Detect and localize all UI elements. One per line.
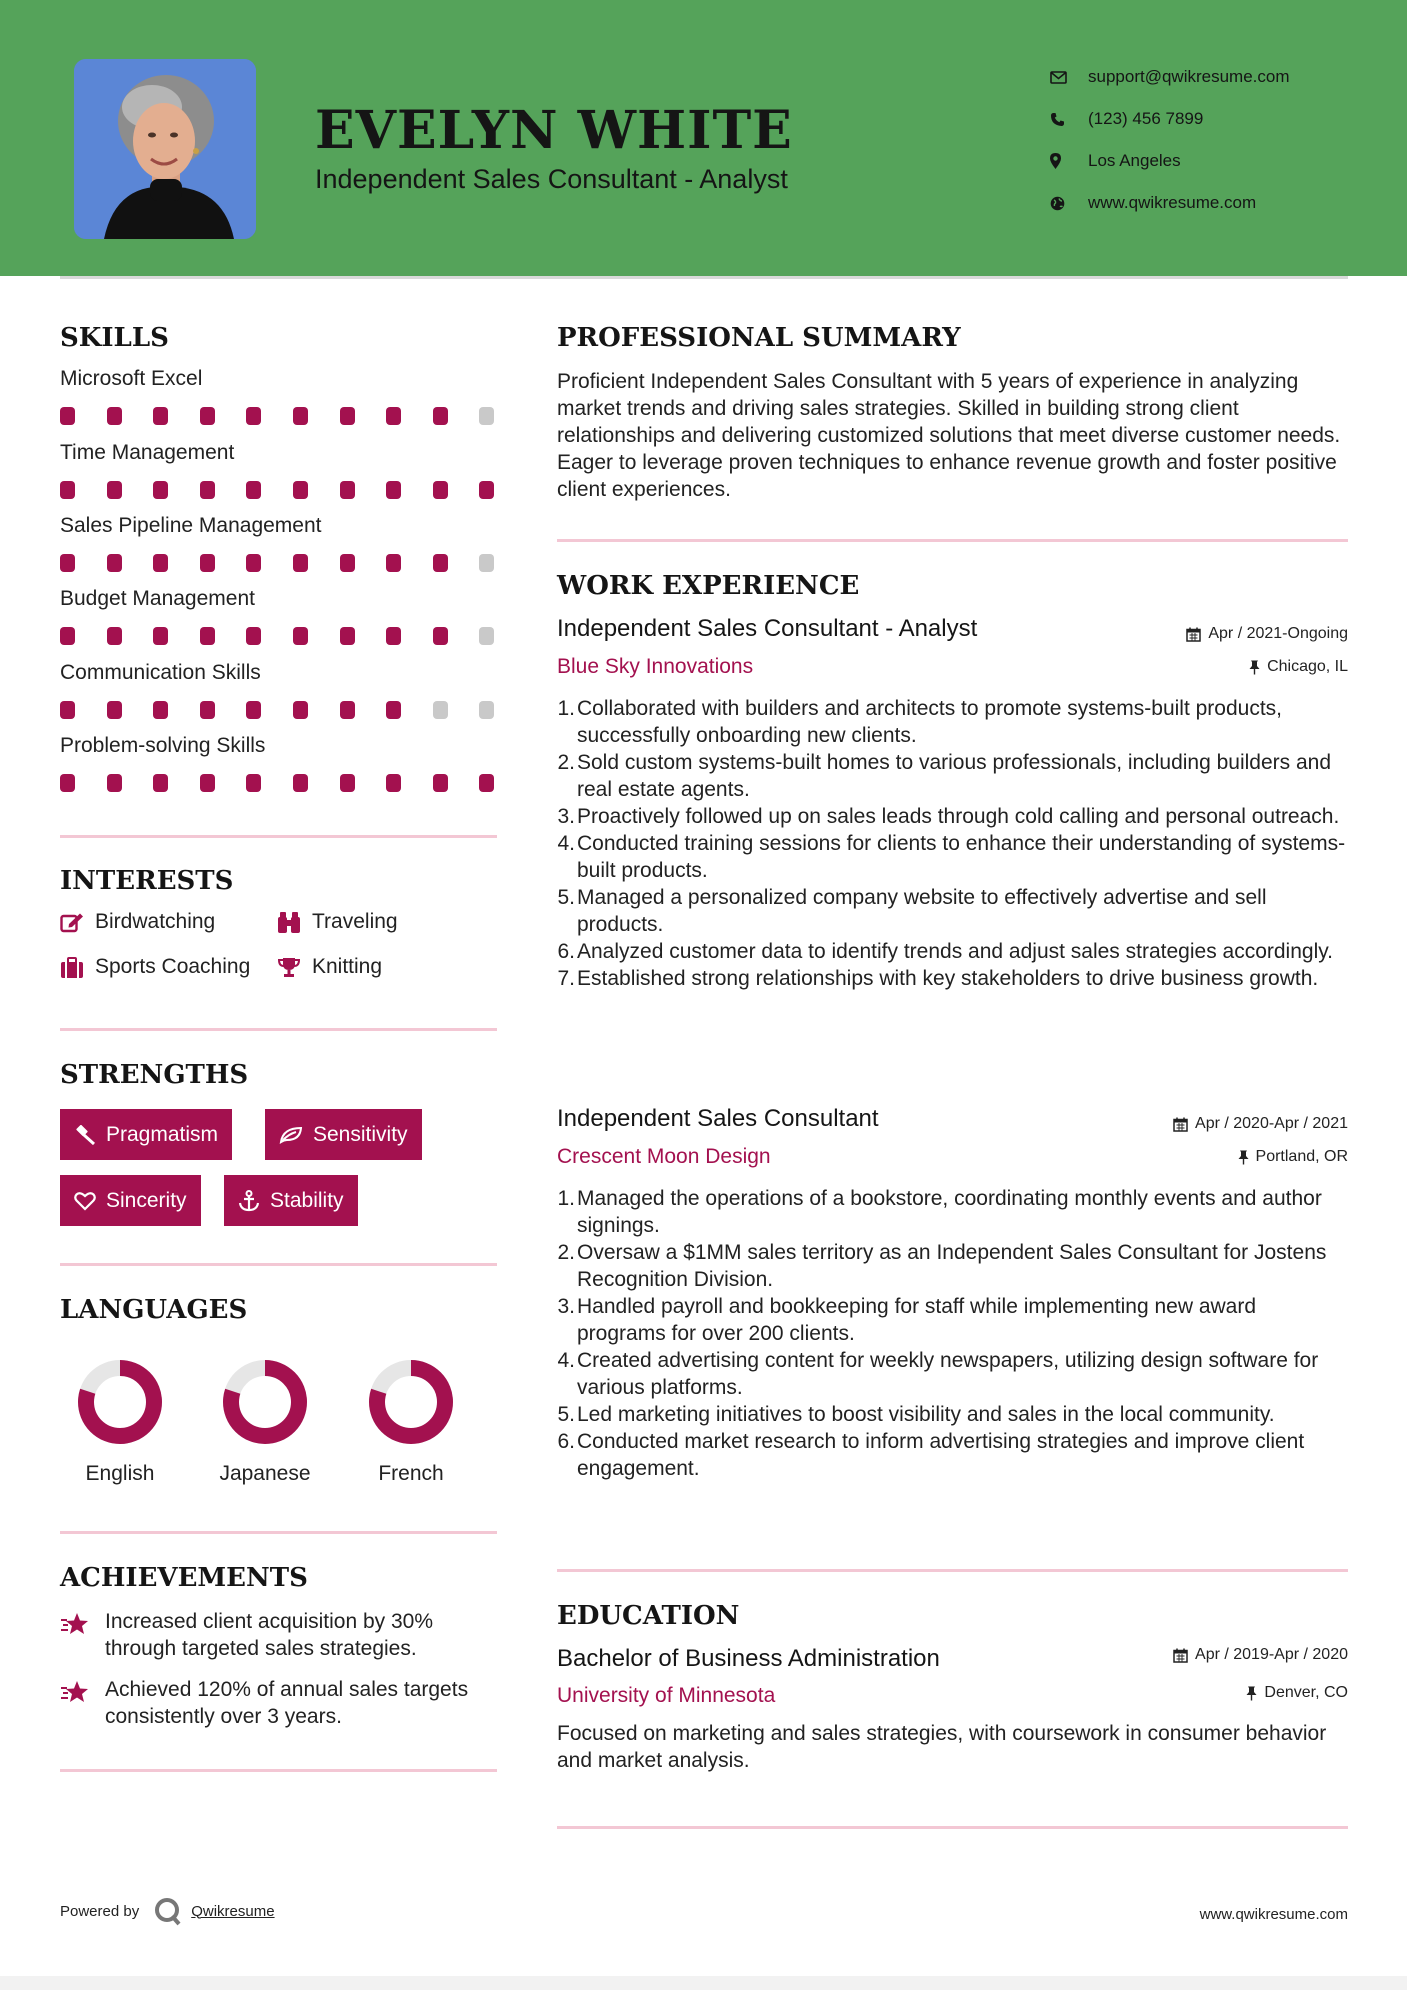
rating-dot-filled [479, 481, 494, 499]
section-divider [557, 1569, 1348, 1572]
company-name: Crescent Moon Design [557, 1145, 771, 1168]
star-icon [60, 1676, 105, 1730]
contact-website-text: www.qwikresume.com [1088, 193, 1257, 212]
rating-dot-filled [153, 701, 168, 719]
language-label: French [378, 1462, 444, 1485]
list-item: 1. Managed the operations of a bookstore, coordinating monthly events and author signings. [553, 1185, 1349, 1239]
education-location-text: Denver, CO [1264, 1684, 1348, 1701]
skill-rating [60, 701, 500, 723]
rating-dot-filled [153, 774, 168, 792]
rating-dot-filled [433, 481, 448, 499]
rating-dot-filled [293, 627, 308, 645]
job-date [1186, 625, 1348, 643]
rating-dot-filled [107, 774, 122, 792]
skill-name: Time Management [60, 441, 235, 464]
rating-dot-filled [246, 627, 261, 645]
skill-rating [60, 627, 500, 649]
rating-dot-empty [479, 407, 494, 425]
bullet-text: Collaborated with builders and architects to promote systems-built products, successfully onboarding new clients. [577, 697, 1282, 747]
bullet-text: Proactively followed up on sales leads through cold calling and personal outreach. [577, 805, 1340, 828]
language-label: Japanese [219, 1462, 311, 1485]
rating-dot-filled [153, 627, 168, 645]
achievement-item [60, 1608, 500, 1662]
envelope-icon [1050, 71, 1088, 84]
list-item: 5. Led marketing initiatives to boost visibility and sales in the local community. [557, 1403, 1275, 1426]
contact-location [1050, 140, 1380, 182]
rating-dot-filled [60, 701, 75, 719]
skill-item [60, 734, 500, 796]
candidate-name: EVELYN WHITE [315, 100, 793, 161]
language-item [200, 1357, 330, 1486]
skill-name: Microsoft Excel [60, 367, 203, 390]
profile-photo [74, 59, 256, 239]
list-item: 2. Sold custom systems-built homes to various professionals, including builders and real estate agents. [553, 749, 1349, 803]
achievements-heading: ACHIEVEMENTS [60, 1563, 308, 1593]
rating-dot-filled [293, 554, 308, 572]
interest-label: Knitting [312, 955, 383, 978]
section-divider [557, 1826, 1348, 1829]
binoculars-icon [277, 912, 301, 933]
skill-item [60, 441, 500, 503]
skill-name: Communication Skills [60, 661, 261, 684]
skill-name: Problem-solving Skills [60, 734, 266, 757]
job-location [1249, 658, 1348, 676]
list-item: 4. Conducted training sessions for clients to enhance their understanding of systems-built products. [553, 830, 1349, 884]
contact-block [1050, 56, 1380, 224]
rating-dot-filled [340, 554, 355, 572]
degree-title: Bachelor of Business Administration [557, 1645, 940, 1672]
strengths-heading: STRENGTHS [60, 1060, 249, 1090]
strength-label: Sincerity [106, 1188, 187, 1212]
rating-dot-filled [60, 407, 75, 425]
rating-dot-filled [200, 554, 215, 572]
rating-dot-filled [60, 481, 75, 499]
language-item [55, 1357, 185, 1486]
summary-text: Proficient Independent Sales Consultant with 5 years of experience in analyzing market trends and driving sales strategies. Skilled in building strong client relationships and delivering customized solutions that meet diverse customer needs. Eager to leverage proven techniques to enhance revenue growth and foster positive client experiences. [557, 370, 1341, 501]
contact-phone-text: (123) 456 7899 [1088, 109, 1204, 128]
job-date-text: Apr / 2021-Ongoing [1208, 625, 1348, 642]
job-location-text: Portland, OR [1255, 1148, 1348, 1165]
skill-item [60, 514, 500, 576]
rating-dot-filled [386, 481, 401, 499]
candidate-title: Independent Sales Consultant - Analyst [315, 164, 788, 194]
interest-item [60, 910, 215, 934]
achievement-text: Increased client acquisition by 30% through targeted sales strategies. [105, 1610, 434, 1660]
page-bottom-bar [0, 1976, 1407, 1990]
rating-dot-empty [479, 627, 494, 645]
phone-icon [1050, 112, 1088, 127]
skill-item [60, 661, 500, 723]
pushpin-icon [1238, 1150, 1249, 1165]
rating-dot-filled [293, 774, 308, 792]
achievement-item [60, 1676, 500, 1730]
rating-dot-filled [433, 554, 448, 572]
language-proficiency-ring [220, 1357, 310, 1447]
strength-tag [60, 1109, 232, 1160]
education-date-text: Apr / 2019-Apr / 2020 [1195, 1646, 1348, 1663]
skill-name: Sales Pipeline Management [60, 514, 322, 537]
strength-label: Stability [270, 1188, 344, 1212]
interest-label: Traveling [312, 910, 398, 933]
section-divider [60, 1769, 497, 1772]
rating-dot-filled [107, 627, 122, 645]
section-divider [60, 835, 497, 838]
bullet-text: Analyzed customer data to identify trends and adjust sales strategies accordingly. [577, 940, 1334, 963]
rating-dot-filled [60, 554, 75, 572]
globe-icon [1050, 196, 1088, 211]
list-item: 4. Created advertising content for weekly newspapers, utilizing design software for various platforms. [553, 1347, 1349, 1401]
bullet-text: Managed a personalized company website to effectively advertise and sell products. [577, 886, 1267, 936]
languages-heading: LANGUAGES [60, 1295, 248, 1325]
education-date [1173, 1646, 1348, 1664]
bullet-text: Handled payroll and bookkeeping for staff while implementing new award programs for over 200 clients. [577, 1295, 1257, 1345]
rating-dot-filled [433, 407, 448, 425]
rating-dot-filled [433, 774, 448, 792]
rating-dot-filled [246, 407, 261, 425]
rating-dot-filled [200, 701, 215, 719]
strength-label: Pragmatism [106, 1122, 219, 1146]
skills-heading: SKILLS [60, 323, 169, 353]
strength-label: Sensitivity [313, 1122, 408, 1146]
rating-dot-filled [340, 774, 355, 792]
section-divider [60, 1028, 497, 1031]
interest-label: Sports Coaching [95, 955, 251, 978]
qwikresume-logo-icon [153, 1896, 183, 1926]
section-divider [60, 1263, 497, 1266]
interest-item [277, 910, 398, 934]
pushpin-icon [1246, 1686, 1257, 1701]
pushpin-icon [1249, 660, 1260, 675]
job-location-text: Chicago, IL [1267, 658, 1348, 675]
contact-website[interactable] [1050, 182, 1380, 224]
contact-email[interactable] [1050, 56, 1380, 98]
summary-heading: PROFESSIONAL SUMMARY [557, 323, 961, 353]
skill-name: Budget Management [60, 587, 255, 610]
rating-dot-filled [200, 407, 215, 425]
rating-dot-filled [200, 774, 215, 792]
list-item: 3. Handled payroll and bookkeeping for staff while implementing new award programs for over 200 clients. [553, 1293, 1349, 1347]
job-title: Independent Sales Consultant - Analyst [557, 615, 978, 642]
list-item: 6. Conducted market research to inform advertising strategies and improve client engagement. [553, 1428, 1349, 1482]
gavel-icon [74, 1125, 96, 1145]
trophy-icon [277, 957, 301, 978]
experience-heading: WORK EXPERIENCE [557, 571, 860, 601]
skill-rating [60, 774, 500, 796]
interest-item [60, 955, 250, 979]
star-icon [60, 1608, 105, 1662]
education-heading: EDUCATION [557, 1601, 740, 1631]
briefcase-icon [60, 957, 84, 978]
skill-item [60, 587, 500, 649]
interest-label: Birdwatching [95, 910, 216, 933]
interests-heading: INTERESTS [60, 866, 234, 896]
list-item: 3. Proactively followed up on sales leads through cold calling and personal outreach. [557, 805, 1340, 828]
rating-dot-filled [246, 701, 261, 719]
powered-by-label: Powered by [60, 1902, 140, 1920]
language-item [346, 1357, 476, 1486]
rating-dot-filled [386, 627, 401, 645]
rating-dot-empty [479, 554, 494, 572]
list-item: 2. Oversaw a $1MM sales territory as an Independent Sales Consultant for Jostens Recognition Division. [553, 1239, 1349, 1293]
skill-rating [60, 481, 500, 503]
bullet-text: Managed the operations of a bookstore, coordinating monthly events and author signings. [577, 1187, 1322, 1237]
rating-dot-filled [246, 774, 261, 792]
anchor-icon [238, 1190, 260, 1212]
section-divider [557, 539, 1348, 542]
rating-dot-filled [386, 407, 401, 425]
brand-link[interactable]: Qwikresume [191, 1902, 275, 1920]
rating-dot-filled [293, 407, 308, 425]
job-bullets [553, 1185, 1349, 1482]
strength-tag [265, 1109, 422, 1160]
education-location [1246, 1684, 1348, 1702]
footer-url[interactable]: www.qwikresume.com [1199, 1906, 1348, 1923]
rating-dot-filled [386, 554, 401, 572]
achievement-text: Achieved 120% of annual sales targets consistently over 3 years. [105, 1678, 469, 1728]
job-bullets [553, 695, 1349, 992]
bullet-text: Established strong relationships with key stakeholders to drive business growth. [577, 967, 1319, 990]
bullet-text: Sold custom systems-built homes to various professionals, including builders and real estate agents. [577, 751, 1332, 801]
rating-dot-filled [200, 627, 215, 645]
rating-dot-filled [246, 481, 261, 499]
strength-tag [224, 1175, 358, 1226]
rating-dot-filled [107, 554, 122, 572]
rating-dot-filled [246, 554, 261, 572]
rating-dot-filled [433, 627, 448, 645]
rating-dot-filled [340, 701, 355, 719]
bullet-text: Conducted training sessions for clients to enhance their understanding of systems-built products. [577, 832, 1346, 882]
rating-dot-filled [60, 774, 75, 792]
rating-dot-filled [340, 481, 355, 499]
interest-item [277, 955, 382, 979]
bullet-text: Created advertising content for weekly newspapers, utilizing design software for various platforms. [577, 1349, 1319, 1399]
rating-dot-filled [107, 481, 122, 499]
rating-dot-filled [386, 774, 401, 792]
leaf-icon [279, 1126, 303, 1144]
contact-email-text: support@qwikresume.com [1088, 67, 1290, 86]
contact-phone[interactable] [1050, 98, 1380, 140]
education-description: Focused on marketing and sales strategies, with coursework in consumer behavior and market analysis. [557, 1722, 1327, 1772]
rating-dot-empty [433, 701, 448, 719]
skill-rating [60, 407, 500, 429]
rating-dot-filled [107, 407, 122, 425]
job-location [1238, 1148, 1348, 1166]
rating-dot-filled [60, 627, 75, 645]
map-marker-icon [1050, 153, 1088, 169]
rating-dot-filled [107, 701, 122, 719]
job-title: Independent Sales Consultant [557, 1105, 879, 1132]
rating-dot-filled [340, 407, 355, 425]
strength-tag [60, 1175, 201, 1226]
header-divider [60, 276, 1348, 279]
list-item: 7. Established strong relationships with key stakeholders to drive business growth. [557, 967, 1319, 990]
bullet-text: Oversaw a $1MM sales territory as an Independent Sales Consultant for Jostens Recognition Division. [577, 1241, 1327, 1291]
edit-icon [60, 912, 84, 933]
bullet-text: Conducted market research to inform advertising strategies and improve client engagement. [577, 1430, 1305, 1480]
job-date [1173, 1115, 1348, 1133]
list-item: 1. Collaborated with builders and architects to promote systems-built products, successfully onboarding new clients. [553, 695, 1349, 749]
calendar-icon [1173, 1117, 1188, 1132]
language-label: English [85, 1462, 155, 1485]
bullet-text: Led marketing initiatives to boost visibility and sales in the local community. [577, 1403, 1275, 1426]
heart-icon [74, 1191, 96, 1211]
list-item: 6. Analyzed customer data to identify trends and adjust sales strategies accordingly. [557, 940, 1334, 963]
calendar-icon [1186, 627, 1201, 642]
skill-item [60, 367, 500, 429]
rating-dot-filled [386, 701, 401, 719]
contact-location-text: Los Angeles [1088, 151, 1181, 170]
language-proficiency-ring [366, 1357, 456, 1447]
list-item: 5. Managed a personalized company website to effectively advertise and sell products. [553, 884, 1349, 938]
rating-dot-filled [293, 701, 308, 719]
company-name: Blue Sky Innovations [557, 655, 754, 678]
rating-dot-filled [479, 774, 494, 792]
job-date-text: Apr / 2020-Apr / 2021 [1195, 1115, 1348, 1132]
calendar-icon [1173, 1648, 1188, 1663]
school-name: University of Minnesota [557, 1684, 776, 1707]
resume-header [0, 0, 1407, 276]
rating-dot-filled [200, 481, 215, 499]
rating-dot-filled [153, 554, 168, 572]
rating-dot-filled [340, 627, 355, 645]
powered-by [60, 1896, 275, 1926]
rating-dot-filled [293, 481, 308, 499]
language-proficiency-ring [75, 1357, 165, 1447]
section-divider [60, 1531, 497, 1534]
rating-dot-filled [153, 407, 168, 425]
rating-dot-empty [479, 701, 494, 719]
rating-dot-filled [153, 481, 168, 499]
skill-rating [60, 554, 500, 576]
